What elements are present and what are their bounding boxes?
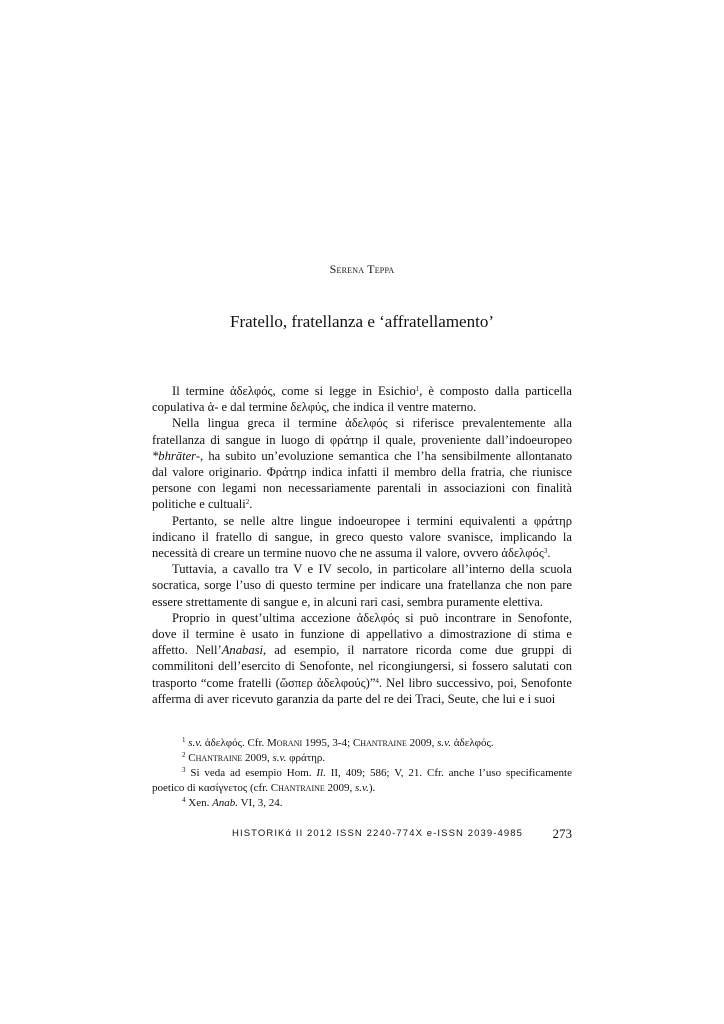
text-run: 2009, xyxy=(324,782,356,794)
text-run-italic: Anab. xyxy=(212,797,239,809)
page-number: 273 xyxy=(552,826,572,841)
footnote-number: 4 xyxy=(182,796,186,804)
text-run-italic: s.v. xyxy=(355,782,369,794)
footnote-ref[interactable]: 4 xyxy=(375,676,379,685)
text-run-italic: Anabasi xyxy=(221,643,264,658)
text-run: II, 409; 586; V, 21. Cfr. anche l’uso specificamente poetico di κασίγνετος (cfr. xyxy=(152,767,572,794)
text-run: , è composto dalla particella copulativa ἁ- e dal termine δελφύς, che indica il ventre materno. xyxy=(152,384,573,415)
text-run: . xyxy=(249,497,253,512)
text-run: VI, 3, 24. xyxy=(238,797,283,809)
text-run: ). xyxy=(368,782,376,794)
text-run: Nella lingua greca il termine ἀδελφός si riferisce prevalentemente alla fratellanza di sangue in luogo di φράτηρ il quale, proveniente dall’indoeuropeo xyxy=(152,416,572,447)
author-ref: Chantraine xyxy=(352,737,407,749)
text-run: Proprio in quest’ultima accezione ἀδελφός si può incontrare in Senofonte, dove il termine è usato in funzione di appellativo a dimostrazione di stima e affetto. Nell’ xyxy=(152,610,572,658)
footnote-ref[interactable]: 3 xyxy=(543,547,548,556)
paragraph xyxy=(152,610,572,707)
text-run-italic: *bhrāter- xyxy=(152,448,201,463)
footnote xyxy=(152,796,572,811)
text-run: 2009, xyxy=(406,737,438,749)
text-run: . xyxy=(547,546,551,561)
text-run-italic: Il. xyxy=(316,767,326,779)
text-run: . Nel libro successivo, poi, Senofonte afferma di aver ricevuto garanzia da parte del re dei Traci, Seute, che lui e i suoi xyxy=(152,675,572,706)
author-name: Serena Teppa xyxy=(329,262,395,276)
text-run-italic: s.v. xyxy=(437,737,451,749)
paragraph xyxy=(152,513,572,562)
footnote xyxy=(152,751,572,766)
footnote xyxy=(152,766,572,796)
author-ref: Chantraine xyxy=(188,752,243,764)
text-run: , ad esempio, il narratore ricorda come due gruppi di commilitoni dell’esercito di Senofonte, nel ricongiungersi, si fossero salutati con trasporto “come fratelli (ὥσπερ ἀδελφούς)” xyxy=(152,643,572,690)
article-body xyxy=(152,383,572,707)
text-run-italic: s.v. xyxy=(272,752,287,764)
footnote-ref[interactable]: 2 xyxy=(245,498,250,507)
text-run: 1995, 3-4; xyxy=(302,737,353,749)
page-footer xyxy=(152,826,572,846)
paragraph xyxy=(152,415,572,512)
text-run: Si veda ad esempio Hom. xyxy=(185,767,317,779)
text-run: ἀδελφός. Cfr. xyxy=(202,737,268,749)
author-ref: Chantraine xyxy=(270,782,325,794)
footnote xyxy=(152,736,572,751)
text-run: , ha subito un’evoluzione semantica che l’ha sensibilmente allontanato dal valore originario. Φράτηρ indica infatti il membro della fratria, che riunisce persone con legami non necessariamente parentali in associazioni con finalità politiche e cultuali xyxy=(152,448,572,512)
paragraph: Tuttavia, a cavallo tra V e IV secolo, in particolare all’interno della scuola socratica, sorge l’uso di questo termine per indicare una fratellanza che non pare essere strettamente di sangue e, in alcuni rari casi, sembra puramente elettiva. xyxy=(152,562,572,609)
footnote-number: 2 xyxy=(182,751,186,759)
text-run: Il termine ἀδελφός, come si legge in Esichio xyxy=(172,384,416,398)
text-run: φράτηρ. xyxy=(286,752,326,764)
footnotes xyxy=(152,736,572,811)
text-run: 2009, xyxy=(242,752,273,764)
footnote-number: 3 xyxy=(182,766,186,774)
text-run: ἀδελφός. xyxy=(451,737,494,749)
text-run: Xen. xyxy=(185,797,213,809)
author-ref: Morani xyxy=(267,737,303,749)
text-run: Pertanto, se nelle altre lingue indoeuropee i termini equivalenti a φράτηρ indicano il fratello di sangue, in greco questo valore svanisce, implicando la necessità di creare un termine nuovo che ne assuma il valore, ovvero ἀδελφός xyxy=(152,513,572,561)
journal-info: HISTORIKά II 2012 ISSN 2240-774X e-ISSN 2039-4985 xyxy=(232,828,524,839)
footnote-ref[interactable]: 1 xyxy=(415,385,420,393)
article-title: Fratello, fratellanza e ‘affratellamento’ xyxy=(230,312,494,331)
text-run-italic: s.v. xyxy=(188,737,203,749)
footnote-number: 1 xyxy=(182,736,186,744)
paragraph xyxy=(152,383,572,415)
